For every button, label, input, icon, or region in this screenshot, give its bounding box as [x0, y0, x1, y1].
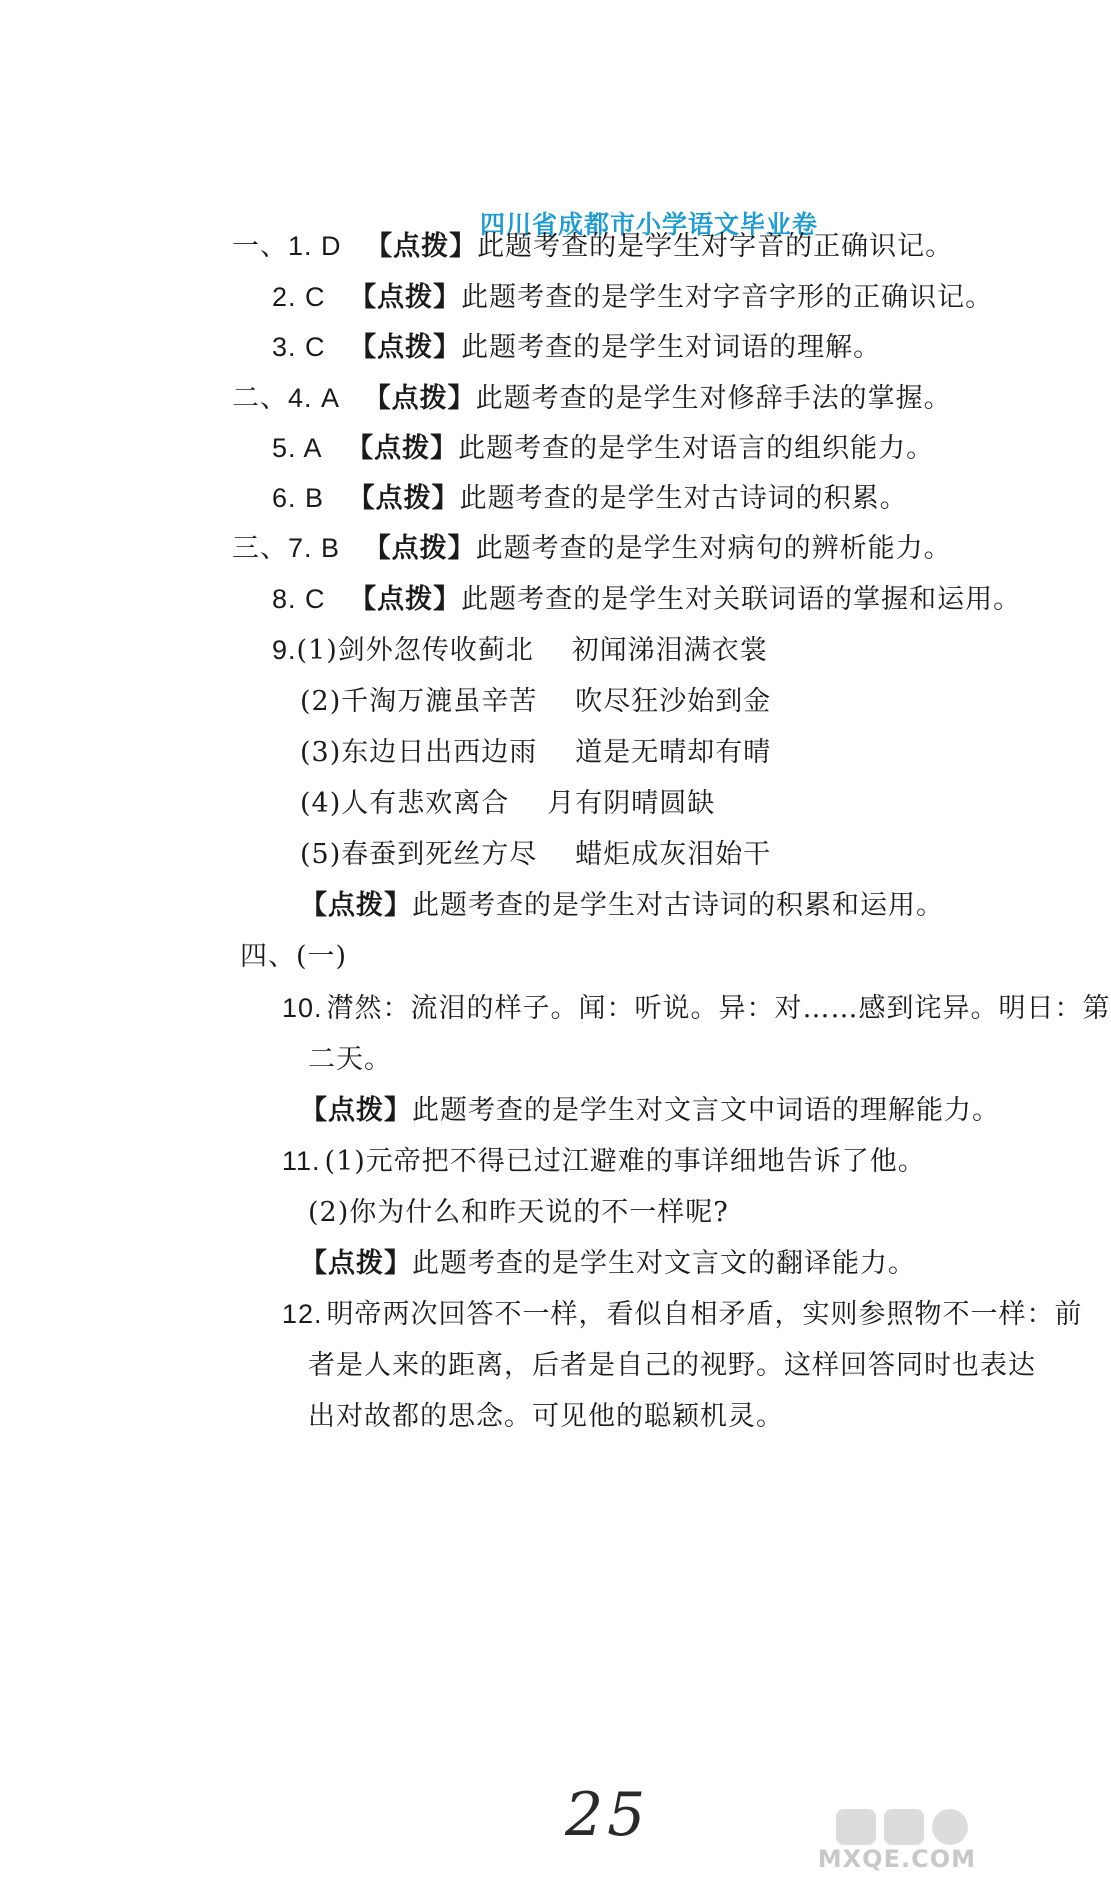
page-title: 四川省成都市小学语文毕业卷	[480, 210, 819, 239]
q9-item-label: (2)	[300, 686, 342, 717]
hint-tag: 【点拨】	[346, 433, 459, 464]
q10-note-text: 此题考查的是学生对文言文中词语的理解能力。	[412, 1095, 1000, 1126]
q11-note-text: 此题考查的是学生对文言文的翻译能力。	[412, 1248, 916, 1279]
answer-text: 此题考查的是学生对字音字形的正确识记。	[461, 282, 994, 313]
q11-number: 11.	[282, 1146, 321, 1176]
q11-item-2: (2)你为什么和昨天说的不一样呢?	[308, 1197, 729, 1228]
q9-item-1	[272, 637, 768, 664]
hint-tag: 【点拨】	[347, 483, 460, 514]
hint-tag: 【点拨】	[349, 584, 462, 615]
answer-line-8	[272, 586, 1021, 613]
watermark-text: MXQE.COM	[817, 1845, 976, 1873]
q9-note	[300, 892, 944, 919]
q11-item-1	[282, 1148, 926, 1175]
q12-line-2: 者是人来的距离，后者是自己的视野。这样回答同时也表达	[308, 1350, 1036, 1381]
section-4-heading: 四、(一)	[240, 941, 348, 972]
answer-text: 此题考查的是学生对关联词语的掌握和运用。	[461, 584, 1022, 615]
q9-line-a: 人有悲欢离合	[341, 788, 510, 819]
q9-item-3	[300, 739, 771, 766]
answer-line-7	[232, 535, 952, 562]
answer-line-6	[272, 485, 908, 512]
q9-line-b: 月有阴晴圆缺	[547, 788, 716, 819]
hint-tag: 【点拨】	[300, 1095, 412, 1126]
answer-number: 一、1. D	[232, 231, 342, 261]
q10-note	[300, 1097, 1000, 1124]
q9-line-b: 道是无晴却有晴	[575, 737, 772, 768]
answer-text: 此题考查的是学生对修辞手法的掌握。	[475, 383, 952, 414]
page-number: 25	[565, 1780, 650, 1850]
answer-number: 二、4. A	[232, 383, 341, 413]
q9-item-5	[300, 841, 771, 868]
q12-line-3: 出对故都的思念。可见他的聪颖机灵。	[308, 1401, 784, 1432]
answer-line-2	[272, 284, 993, 311]
hint-tag: 【点拨】	[363, 533, 476, 564]
q9-item-4	[300, 790, 715, 817]
answer-number: 3. C	[272, 332, 326, 362]
q12-number: 12.	[282, 1299, 323, 1329]
q9-line-a: 剑外忽传收蓟北	[337, 635, 534, 666]
q12-line-1	[282, 1301, 1083, 1328]
q9-line-b: 蜡炬成灰泪始干	[575, 839, 772, 870]
hint-tag: 【点拨】	[349, 282, 462, 313]
q9-line-a: 千淘万漉虽辛苦	[341, 686, 538, 717]
hint-tag: 【点拨】	[363, 383, 476, 414]
q11-item-1-text: (1)元帝把不得已过江避难的事详细地告诉了他。	[324, 1146, 926, 1177]
q11-note	[300, 1250, 916, 1277]
hint-tag: 【点拨】	[300, 1248, 412, 1279]
q9-number: 9.	[272, 635, 297, 665]
q9-item-label: (4)	[300, 788, 342, 819]
q9-line-a: 春蚕到死丝方尽	[341, 839, 538, 870]
q10-text: 潸然：流泪的样子。闻：听说。异：对……感到诧异。明日：第	[326, 993, 1111, 1024]
answer-text: 此题考查的是学生对古诗词的积累。	[459, 483, 908, 514]
answer-line-1	[232, 233, 953, 260]
answer-line-3	[272, 334, 881, 361]
answer-line-4	[232, 385, 952, 412]
q9-item-label: (3)	[300, 737, 342, 768]
answer-text: 此题考查的是学生对语言的组织能力。	[458, 433, 935, 464]
hint-tag: 【点拨】	[300, 890, 412, 921]
answer-number: 三、7. B	[232, 533, 341, 563]
q9-item-label: (1)	[296, 635, 338, 666]
q9-item-label: (5)	[300, 839, 342, 870]
answer-number: 6. B	[272, 483, 325, 513]
answer-number: 2. C	[272, 282, 326, 312]
answer-text: 此题考查的是学生对病句的辨析能力。	[475, 533, 952, 564]
answer-number: 5. A	[272, 433, 323, 463]
q9-item-2	[300, 688, 771, 715]
hint-tag: 【点拨】	[365, 231, 478, 262]
q9-note-text: 此题考查的是学生对古诗词的积累和运用。	[412, 890, 944, 921]
answer-text: 此题考查的是学生对字音的正确识记。	[477, 231, 954, 262]
q10-line-1	[282, 995, 1111, 1022]
q9-line-b: 初闻涕泪满衣裳	[571, 635, 768, 666]
answer-text: 此题考查的是学生对词语的理解。	[461, 332, 882, 363]
answer-number: 8. C	[272, 584, 326, 614]
q10-number: 10.	[282, 993, 323, 1023]
q12-text: 明帝两次回答不一样，看似自相矛盾，实则参照物不一样：前	[326, 1299, 1083, 1330]
q9-line-b: 吹尽狂沙始到金	[575, 686, 772, 717]
answer-line-5	[272, 435, 934, 462]
q10-line-2: 二天。	[308, 1044, 392, 1075]
q9-line-a: 东边日出西边雨	[341, 737, 538, 768]
hint-tag: 【点拨】	[349, 332, 462, 363]
